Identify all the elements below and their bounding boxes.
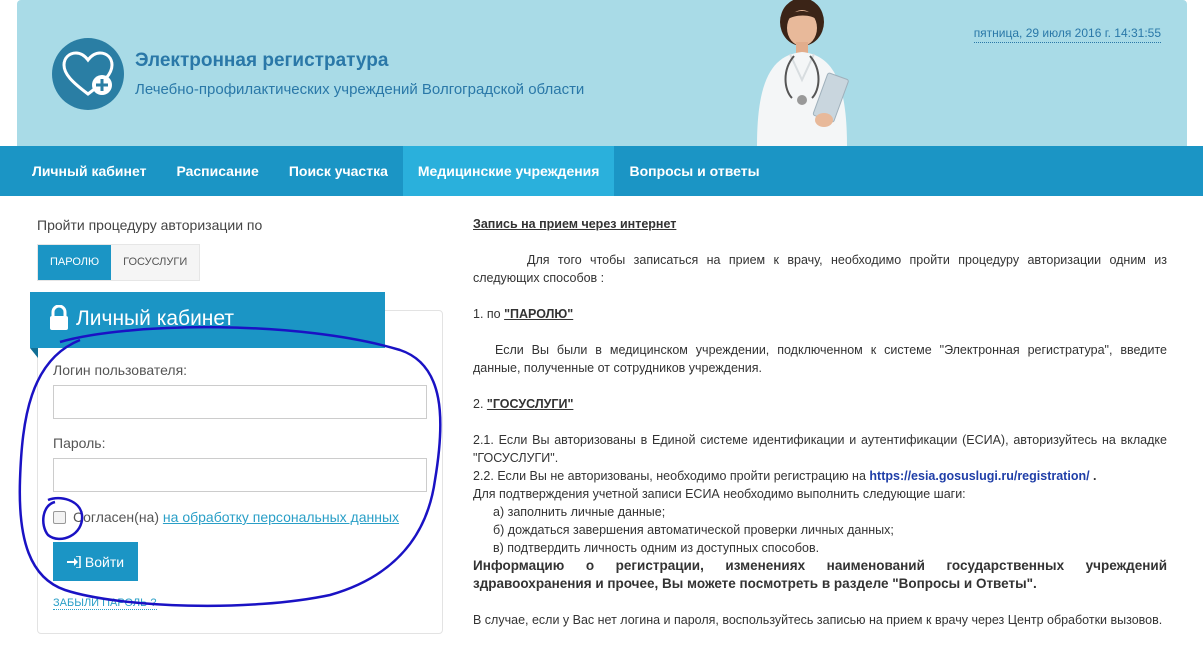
paragraph-2-1: 2.1. Если Вы авторизованы в Единой системе идентификации и аутентификации (ЕСИА), авторизуйтесь на вкладке "ГОСУСЛУГИ". — [473, 433, 1167, 465]
forgot-password-link[interactable]: ЗАБЫЛИ ПАРОЛЬ ? — [53, 597, 157, 609]
p22-suffix: . — [1093, 469, 1097, 483]
doctor-image — [742, 0, 877, 146]
method1-heading — [473, 305, 1167, 323]
login-button[interactable] — [53, 542, 138, 581]
tab-password[interactable]: ПАРОЛЮ — [38, 245, 111, 280]
login-panel-title: Личный кабинет — [76, 307, 234, 330]
login-input[interactable] — [53, 385, 427, 419]
info-content — [473, 215, 1167, 629]
method2-heading — [473, 395, 1167, 413]
auth-tabs — [37, 244, 200, 281]
agree-text-row — [73, 509, 399, 525]
nav-item-medical-institutions[interactable]: Медицинские учреждения — [403, 146, 615, 196]
login-label: Логин пользователя: — [53, 362, 188, 378]
login-button-label: Войти — [84, 553, 125, 570]
p22-text: 2.2. Если Вы не авторизованы, необходимо пройти регистрацию на — [473, 469, 866, 483]
content-title: Запись на прием через интернет — [473, 217, 677, 231]
panel-header-fold — [30, 348, 38, 358]
footer-paragraph: В случае, если у Вас нет логина и пароля, воспользуйтесь записью на прием к врачу через Центр обработки вызовов. — [473, 613, 1163, 627]
password-input[interactable] — [53, 458, 427, 492]
agree-label: Согласен(на) — [73, 509, 160, 525]
site-header — [17, 0, 1187, 146]
step-item: б) дождаться завершения автоматической проверки личных данных; — [493, 523, 894, 537]
nav-item-faq[interactable]: Вопросы и ответы — [629, 163, 760, 179]
sign-in-icon — [67, 556, 81, 568]
heart-plus-logo-icon[interactable] — [52, 38, 124, 110]
password-label: Пароль: — [53, 435, 106, 451]
lock-icon — [49, 305, 69, 331]
info-paragraph: Информацию о регистрации, изменениях наименований государственных учреждений здравоохранения и прочее, Вы можете посмотреть в разделе "Вопросы и Ответы". — [473, 558, 1167, 591]
step-item: в) подтвердить личность одним из доступных способов. — [493, 541, 820, 555]
agree-checkbox[interactable] — [53, 511, 66, 524]
auth-caption: Пройти процедуру авторизации по — [37, 217, 263, 233]
main-nav — [0, 146, 1203, 196]
method1-paragraph: Если Вы были в медицинском учреждении, подключенном к системе "Электронная регистратура", введите данные, полученные от сотрудников учреждения. — [473, 343, 1167, 375]
esia-registration-link[interactable]: https://esia.gosuslugi.ru/registration/ — [869, 469, 1090, 483]
method1-name: "ПАРОЛЮ" — [504, 307, 574, 321]
nav-item-district-search[interactable]: Поиск участка — [288, 163, 388, 179]
current-datetime: пятница, 29 июля 2016 г. 14:31:55 — [974, 26, 1161, 43]
site-title: Электронная регистратура — [135, 50, 389, 71]
method1-prefix: 1. по — [473, 307, 501, 321]
nav-item-schedule[interactable]: Расписание — [176, 163, 259, 179]
site-subtitle: Лечебно-профилактических учреждений Волгоградской области — [135, 81, 585, 98]
tab-gosuslugi[interactable]: ГОСУСЛУГИ — [123, 256, 188, 268]
method2-prefix: 2. — [473, 397, 484, 411]
personal-data-link[interactable]: на обработку персональных данных — [162, 509, 400, 525]
step-item: а) заполнить личные данные; — [493, 505, 666, 519]
paragraph-2-2 — [473, 467, 1167, 485]
nav-item-cabinet[interactable]: Личный кабинет — [32, 163, 147, 179]
intro-paragraph: Для того чтобы записаться на прием к врачу, необходимо пройти процедуру авторизации одним из следующих способов : — [473, 253, 1167, 285]
method2-name: "ГОСУСЛУГИ" — [486, 397, 574, 411]
steps-intro: Для подтверждения учетной записи ЕСИА необходимо выполнить следующие шаги: — [473, 487, 966, 501]
